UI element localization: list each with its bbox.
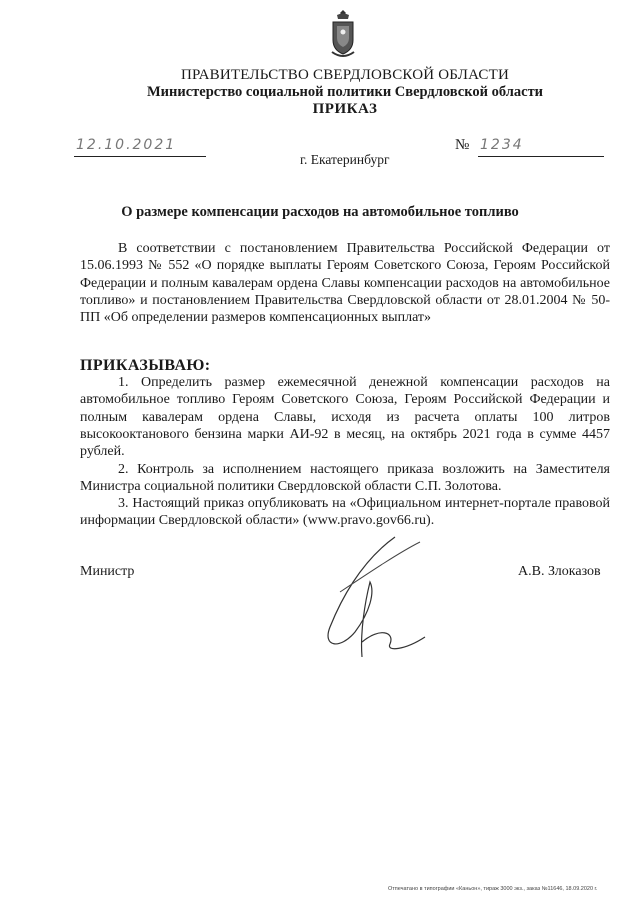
number-field (478, 138, 604, 157)
ministry-heading: Министерство социальной политики Свердловской области (146, 84, 544, 100)
order-word: ПРИКАЗЫВАЮ: (80, 357, 211, 374)
document-type-heading: ПРИКАЗ (312, 101, 378, 117)
coat-of-arms-emblem (328, 8, 358, 62)
date-handwritten: 12.10.2021 (76, 137, 177, 153)
signatory-position: Министр (80, 564, 135, 579)
number-handwritten: 1234 (480, 137, 524, 153)
handwritten-signature (300, 532, 440, 662)
number-label: № (455, 137, 470, 153)
city-label: г. Екатеринбург (300, 152, 390, 167)
order-item-1: 1. Определить размер ежемесячной денежной компенсации расходов на автомобильное топливо Героям Советского Союза, Героям Российской Федерации и полным кавалерам ордена Славы, исходя из расчета оплаты 100 литров высокооктанового бензина марки АИ-92 в месяц, на октябрь 2021 года в сумме 4457 рублей. (80, 375, 610, 460)
order-item-2: 2. Контроль за исполнением настоящего приказа возложить на Заместителя Министра социальной политики Свердловской области С.П. Золотова. (80, 462, 610, 495)
print-footer: Отпечатано в типографии «Каньон», тираж 3000 экз., заказ №11646, 18.09.2020 г. (388, 886, 598, 892)
date-field (74, 138, 206, 157)
order-item-3: 3. Настоящий приказ опубликовать на «Официальном интернет-портале правовой информации Свердловской области» (www.pravo.gov66.ru). (80, 496, 610, 529)
government-heading: ПРАВИТЕЛЬСТВО СВЕРДЛОВСКОЙ ОБЛАСТИ (180, 67, 510, 83)
preamble-paragraph: В соответствии с постановлением Правительства Российской Федерации от 15.06.1993 № 552 «О порядке выплаты Героям Советского Союза, Героям Российской Федерации и полным кавалерам ордена Славы компенсации расходов на автомобильное топливо» и постановлением Правительства Свердловской области от 28.01.2004 № 50-ПП «Об определении размеров компенсационных выплат» (80, 241, 610, 326)
document-title: О размере компенсации расходов на автомобильное топливо (121, 204, 519, 220)
signatory-name: А.В. Злоказов (518, 564, 601, 579)
